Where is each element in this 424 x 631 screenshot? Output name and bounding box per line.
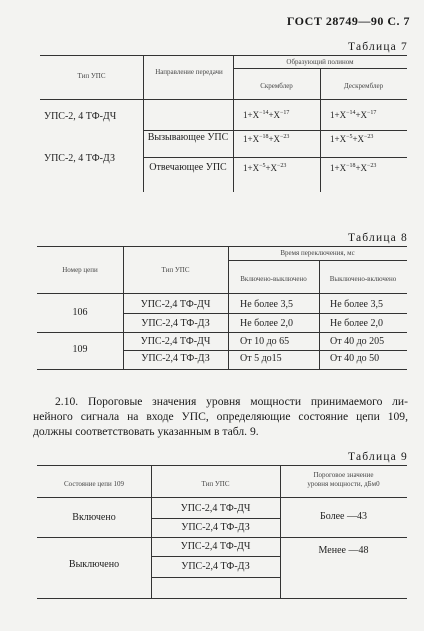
table7-scrambler-poly: $1+X^{-5}+X^{-23}$ bbox=[243, 163, 287, 173]
table9-state: Включено bbox=[72, 512, 116, 523]
table7-descrambler-poly: $1+X^{-14}+X^{-17}$ bbox=[330, 110, 377, 120]
table8-type: УПС-2,4 ТФ-ДЗ bbox=[141, 318, 210, 329]
table9-threshold: Менее —48 bbox=[318, 545, 369, 556]
table9-type: УПС-2,4 ТФ-ДЧ bbox=[180, 541, 251, 552]
table7-col-direction: Направление передачи bbox=[155, 68, 223, 76]
table8-caption: Таблица 8 bbox=[348, 232, 408, 244]
table8-divider bbox=[123, 350, 407, 351]
table7-top-border bbox=[40, 55, 407, 56]
table7-scrambler-poly: $1+X^{-14}+X^{-17}$ bbox=[243, 110, 290, 120]
table8-on-off: От 10 до 65 bbox=[240, 336, 290, 347]
table9-top-border bbox=[37, 465, 407, 466]
table7-divider bbox=[143, 130, 407, 131]
table7-col-scrambler: Скремблер bbox=[260, 82, 293, 90]
table8-type: УПС-2,4 ТФ-ДЧ bbox=[140, 336, 211, 347]
table8-off-on: От 40 до 205 bbox=[330, 336, 385, 347]
paragraph-line: 2.10. Пороговые значения уровня мощности принимаемого ли- bbox=[55, 395, 408, 408]
table9-col-threshold bbox=[280, 471, 407, 489]
table8-divider bbox=[228, 260, 407, 261]
table8-col-on-off: Включено-выключено bbox=[240, 275, 307, 283]
table9-bottom-border bbox=[37, 598, 407, 599]
table7-direction: Отвечающее УПС bbox=[149, 162, 227, 173]
table8-col-type: Тип УПС bbox=[161, 266, 190, 274]
table8-col-off-on: Выключено-включено bbox=[329, 275, 397, 283]
table9-state: Выключено bbox=[68, 559, 120, 570]
table9-divider bbox=[151, 518, 280, 519]
table9-col-state: Состояние цепи 109 bbox=[64, 480, 124, 488]
table8-circuit: 109 bbox=[72, 344, 88, 355]
table8-circuit: 106 bbox=[72, 307, 88, 318]
table9-type: УПС-2,4 ТФ-ДЗ bbox=[181, 561, 250, 572]
table9-col-threshold-line: уровня мощности, дБм0 bbox=[307, 480, 380, 488]
table9-type: УПС-2,4 ТФ-ДЧ bbox=[180, 503, 251, 514]
table8-divider bbox=[123, 313, 407, 314]
table8-type: УПС-2,4 ТФ-ДЗ bbox=[141, 353, 210, 364]
table7-header-border bbox=[40, 99, 407, 100]
table9-divider bbox=[151, 556, 280, 557]
table8-on-off: Не более 2,0 bbox=[240, 318, 293, 329]
table7-descrambler-poly: $1+X^{-18}+X^{-23}$ bbox=[330, 163, 377, 173]
table9-col-threshold-line: Пороговое значение bbox=[313, 471, 374, 479]
table7-col-type: Тип УПС bbox=[77, 72, 106, 80]
table9-divider bbox=[37, 537, 407, 538]
table9-threshold: Более —43 bbox=[320, 511, 367, 522]
paragraph-line: должны соответствовать указанным в табл. 9. bbox=[33, 425, 259, 438]
table7-scrambler-poly: $1+X^{-18}+X^{-23}$ bbox=[243, 134, 290, 144]
table8-top-border bbox=[37, 246, 407, 247]
table8-divider bbox=[37, 332, 407, 333]
table8-col-time: Время переключения, мс bbox=[280, 249, 355, 257]
table7-type: УПС-2, 4 ТФ-ДЗ bbox=[44, 153, 116, 164]
table8-off-on: Не более 2,0 bbox=[330, 318, 383, 329]
table7-divider bbox=[233, 55, 234, 192]
table8-off-on: Не более 3,5 bbox=[330, 299, 383, 310]
table8-bottom-border bbox=[37, 369, 407, 370]
table8-off-on: От 40 до 50 bbox=[330, 353, 380, 364]
table8-header-border bbox=[37, 293, 407, 294]
table7-caption: Таблица 7 bbox=[348, 41, 408, 53]
table7-col-poly: Образующий полином bbox=[286, 58, 354, 66]
table8-on-off: От 5 до15 bbox=[240, 353, 282, 364]
table7-col-descrambler: Дескремблер bbox=[343, 82, 384, 90]
table7-divider bbox=[143, 157, 407, 158]
table8-col-circuit: Номер цепи bbox=[62, 266, 98, 274]
paragraph-line: нейного сигнала на входе УПС, определяющие состояние цепи 109, bbox=[33, 410, 408, 423]
table8-on-off: Не более 3,5 bbox=[240, 299, 293, 310]
table7-descrambler-poly: $1+X^{-5}+X^{-23}$ bbox=[330, 134, 374, 144]
table9-caption: Таблица 9 bbox=[348, 451, 408, 463]
table9-col-type: Тип УПС bbox=[201, 480, 230, 488]
table9-type: УПС-2,4 ТФ-ДЗ bbox=[181, 522, 250, 533]
table7-type: УПС-2, 4 ТФ-ДЧ bbox=[44, 111, 117, 122]
table8-type: УПС-2,4 ТФ-ДЧ bbox=[140, 299, 211, 310]
table9-divider bbox=[151, 577, 280, 578]
table7-direction: Вызывающее УПС bbox=[147, 132, 229, 143]
table9-header-border bbox=[37, 497, 407, 498]
page-header: ГОСТ 28749—90 С. 7 bbox=[286, 14, 410, 28]
